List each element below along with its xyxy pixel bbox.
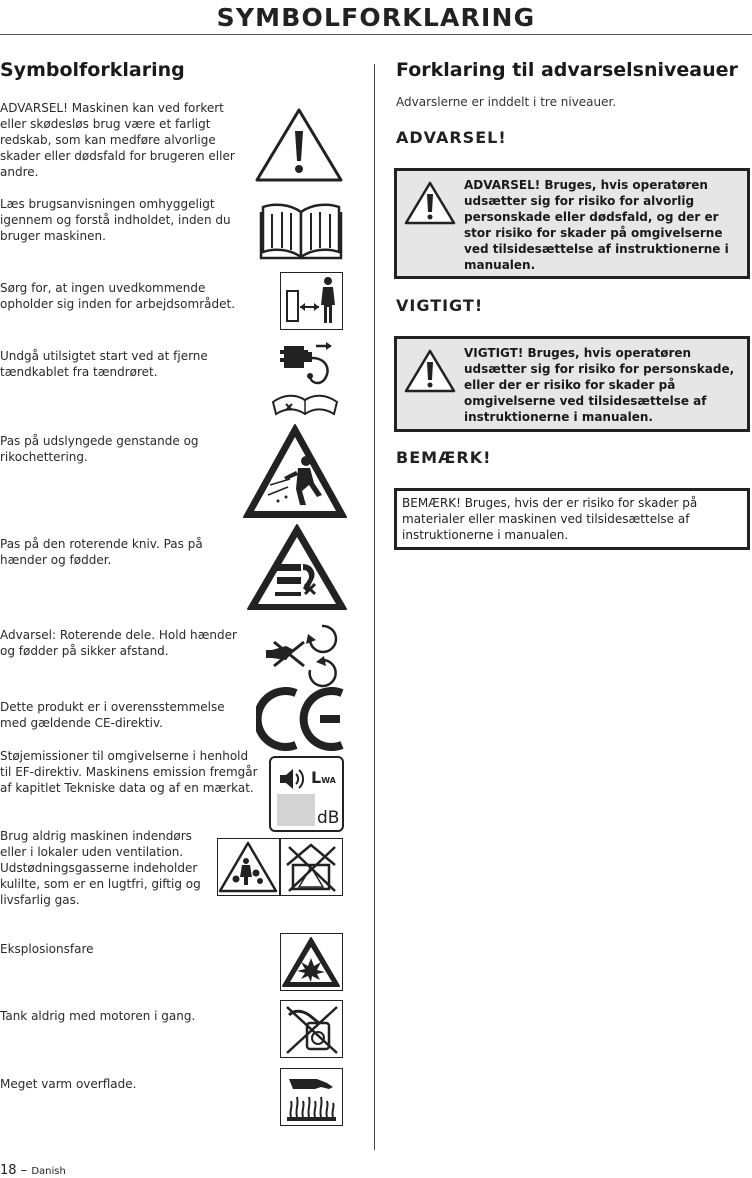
no-refuel-running-icon	[280, 1000, 343, 1058]
symbol-description: Eksplosionsfare	[0, 942, 94, 956]
warning-triangle-icon	[404, 349, 456, 393]
symbol-description: Undgå utilsigtet start ved at fjerne tændkablet fra tændrøret.	[0, 349, 208, 379]
rotating-blade-icon	[245, 522, 349, 612]
db-unit: dB	[317, 808, 340, 828]
thrown-objects-icon	[240, 421, 350, 521]
warning-levels-heading: Forklaring til advarselsniveauer	[396, 59, 738, 81]
safety-distance-icon	[280, 272, 343, 330]
levels-intro: Advarslerne er inddelt i tre niveauer.	[396, 95, 617, 109]
column-divider	[374, 64, 375, 1150]
page-title: SYMBOLFORKLARING	[216, 3, 536, 32]
warning-triangle-icon	[254, 107, 344, 183]
lwa-label: LWA	[311, 768, 336, 787]
rotating-parts-icon	[264, 620, 340, 690]
symbol-description: Læs brugsanvisningen omhyggeligt igennem og forstå indholdet, inden du bruger maskinen.	[0, 197, 231, 243]
important-box	[394, 336, 750, 432]
symbol-description: Meget varm overflade.	[0, 1077, 137, 1091]
warning-box-text: ADVARSEL! Bruges, hvis operatøren udsætter sig for risiko for alvorlig personskade eller dødsfald, og der er stor risiko for skader på omgivelserne ved tilsidesættelse af instruktionerne i manualen.	[464, 178, 729, 272]
level-title-important: VIGTIGT!	[396, 296, 484, 315]
symbol-description: Advarsel: Roterende dele. Hold hænder og fødder på sikker afstand.	[0, 628, 237, 658]
symbol-description: Tank aldrig med motoren i gang.	[0, 1009, 196, 1023]
manual-book-icon	[258, 200, 344, 262]
symbol-description: Brug aldrig maskinen indendørs eller i lokaler uden ventilation. Udstødningsgasserne indeholder kulilte, som er en lugtfri, giftig og livsfarlig gas.	[0, 829, 201, 907]
page-number: 18 –	[0, 1163, 28, 1178]
footer-language: Danish	[31, 1166, 66, 1177]
no-indoor-use-icon	[280, 838, 343, 896]
warning-triangle-icon	[404, 181, 456, 225]
value-field	[277, 794, 315, 826]
explosion-icon	[280, 933, 343, 991]
warning-box	[394, 168, 750, 279]
spark-plug-manual-icon	[270, 336, 340, 418]
section-heading: Symbolforklaring	[0, 59, 185, 81]
important-box-text: VIGTIGT! Bruges, hvis operatøren udsætter sig for risiko for personskade, eller der er risiko for skader på omgivelserne ved tilsidesættelse af instruktionerne i manualen.	[464, 346, 735, 424]
note-box-text: BEMÆRK! Bruges, hvis der er risiko for skader på materialer eller maskinen ved tilsidesættelse af instruktionerne i manualen.	[402, 496, 698, 542]
symbol-description: Sørg for, at ingen uvedkommende opholder sig inden for arbejdsområdet.	[0, 281, 236, 311]
note-box	[394, 488, 750, 550]
hot-surface-icon	[280, 1068, 343, 1126]
symbol-description: Pas på udslyngede genstande og rikochettering.	[0, 434, 199, 464]
level-title-warning: ADVARSEL!	[396, 128, 507, 147]
page-footer	[0, 1163, 66, 1178]
symbol-description: Dette produkt er i overensstemmelse med gældende CE-direktiv.	[0, 700, 225, 730]
exhaust-fumes-icon	[217, 838, 280, 896]
symbol-description: ADVARSEL! Maskinen kan ved forkert eller skødesløs brug være et farligt redskab, som kan medføre alvorlige skader eller dødsfald for brugeren eller andre.	[0, 101, 235, 179]
ce-mark-icon	[256, 687, 346, 751]
symbol-description: Pas på den roterende kniv. Pas på hænder og fødder.	[0, 537, 203, 567]
symbol-description: Støjemissioner til omgivelserne i henhold til EF-direktiv. Maskinens emission fremgår af kapitlet Tekniske data og af en mærkat.	[0, 749, 258, 795]
page-header	[0, 0, 752, 35]
level-title-note: BEMÆRK!	[396, 448, 492, 467]
noise-emission-icon	[269, 756, 344, 832]
